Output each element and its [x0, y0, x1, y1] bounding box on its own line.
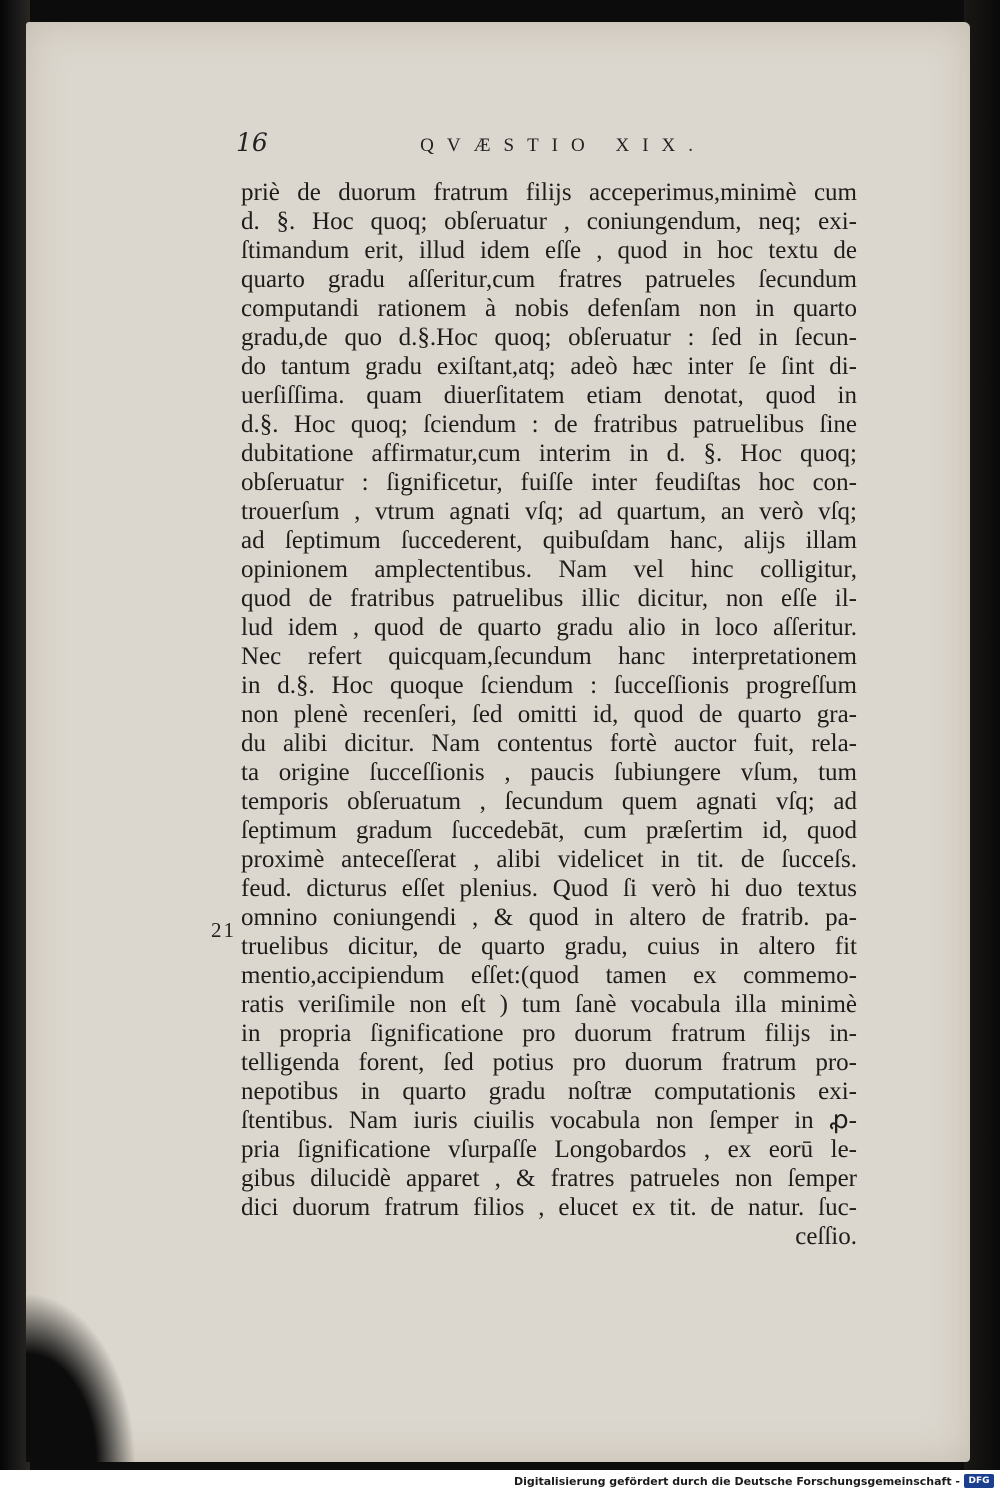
text-line: dici duorum fratrum filios , elucet ex tit. de natur. ſuc- [241, 1194, 857, 1221]
text-line: ad ſeptimum ſuccederent, quibuſdam hanc, alijs illam [241, 527, 857, 554]
text-line: Nec refert quicquam,ſecundum hanc interpretationem [241, 643, 857, 670]
text-line: computandi rationem à nobis defenſam non in quarto [241, 295, 857, 322]
text-line: lud idem , quod de quarto gradu alio in loco aſſeritur. [241, 614, 857, 641]
text-line: uerſiſſima. quam diuerſitatem etiam denotat, quod in [241, 382, 857, 409]
text-line: d. §. Hoc quoq; obſeruatur , coniungendum, neq; exi- [241, 208, 857, 235]
text-line: temporis obſeruatum , ſecundum quem agnati vſq; ad [241, 788, 857, 815]
text-line: in d.§. Hoc quoque ſciendum : ſucceſſionis progreſſum [241, 672, 857, 699]
text-line: ta origine ſucceſſionis , paucis ſubiungere vſum, tum [241, 759, 857, 786]
text-line: obſeruatur : ſignificetur, fuiſſe inter feudiſtas hoc con- [241, 469, 857, 496]
margin-note-number: 21 [211, 918, 236, 942]
text-line: ratis veriſimile non eſt ) tum ſanè vocabula illa minimè [241, 991, 857, 1018]
text-line: gradu,de quo d.§.Hoc quoq; obſeruatur : ſed in ſecun- [241, 324, 857, 351]
body-text [241, 178, 857, 1251]
text-line: feud. dicturus eſſet plenius. Quod ſi verò hi duo textus [241, 875, 857, 902]
text-line: opinionem amplectentibus. Nam vel hinc colligitur, [241, 556, 857, 583]
text-line: mentio,accipiendum eſſet:(quod tamen ex commemo- [241, 962, 857, 989]
text-line: nepotibus in quarto gradu noſtræ computationis exi- [241, 1078, 857, 1105]
text-line: ceſſio. [795, 1223, 857, 1250]
text-line: ſtimandum erit, illud idem eſſe , quod in hoc textu de [241, 237, 857, 264]
text-line: pria ſignificatione vſurpaſſe Longobardos , ex eorū le- [241, 1136, 857, 1163]
text-line: omnino coniungendi , & quod in altero de fratrib. pa- [241, 904, 857, 931]
text-line: proximè anteceſſerat , alibi videlicet in tit. de ſucceſs. [241, 846, 857, 873]
text-line: d.§. Hoc quoq; ſciendum : de fratribus patruelibus ſine [241, 411, 857, 438]
text-line: priè de duorum fratrum filijs acceperimus,minimè cum [241, 179, 857, 206]
text-line: non plenè recenſeri, ſed omitti id, quod de quarto gra- [241, 701, 857, 728]
funding-note: Digitalisierung gefördert durch die Deutsche Forschungsgemeinschaft - [513, 1475, 960, 1488]
text-line: truelibus dicitur, de quarto gradu, cuius in altero fit [241, 933, 857, 960]
text-line: telligenda forent, ſed potius pro duorum fratrum pro- [241, 1049, 857, 1076]
text-line: trouerſum , vtrum agnati vſq; ad quartum, an verò vſq; [241, 498, 857, 525]
text-line: du alibi dicitur. Nam contentus fortè auctor fuit, rela- [241, 730, 857, 757]
text-line: ſeptimum gradum ſuccedebāt, cum præſertim id, quod [241, 817, 857, 844]
text-line: in propria ſignificatione pro duorum fratrum filijs in- [241, 1020, 857, 1047]
text-line: dubitatione affirmatur,cum interim in d. §. Hoc quoq; [241, 440, 857, 467]
dfg-logo: DFG [964, 1474, 994, 1488]
running-title: QVÆSTIO XIX. [420, 135, 706, 156]
text-line: quarto gradu aſſeritur,cum fratres patrueles ſecundum [241, 266, 857, 293]
text-line: do tantum gradu exiſtant,atq; adeò hæc inter ſe ſint di- [241, 353, 857, 380]
text-line: quod de fratribus patruelibus illic dicitur, non eſſe il- [241, 585, 857, 612]
page-number: 16 [236, 128, 268, 157]
running-head [236, 128, 706, 168]
text-line: gibus dilucidè apparet , & fratres patrueles non ſemper [241, 1165, 857, 1192]
text-line: ſtentibus. Nam iuris ciuilis vocabula non ſemper in ꝓ- [241, 1107, 857, 1134]
